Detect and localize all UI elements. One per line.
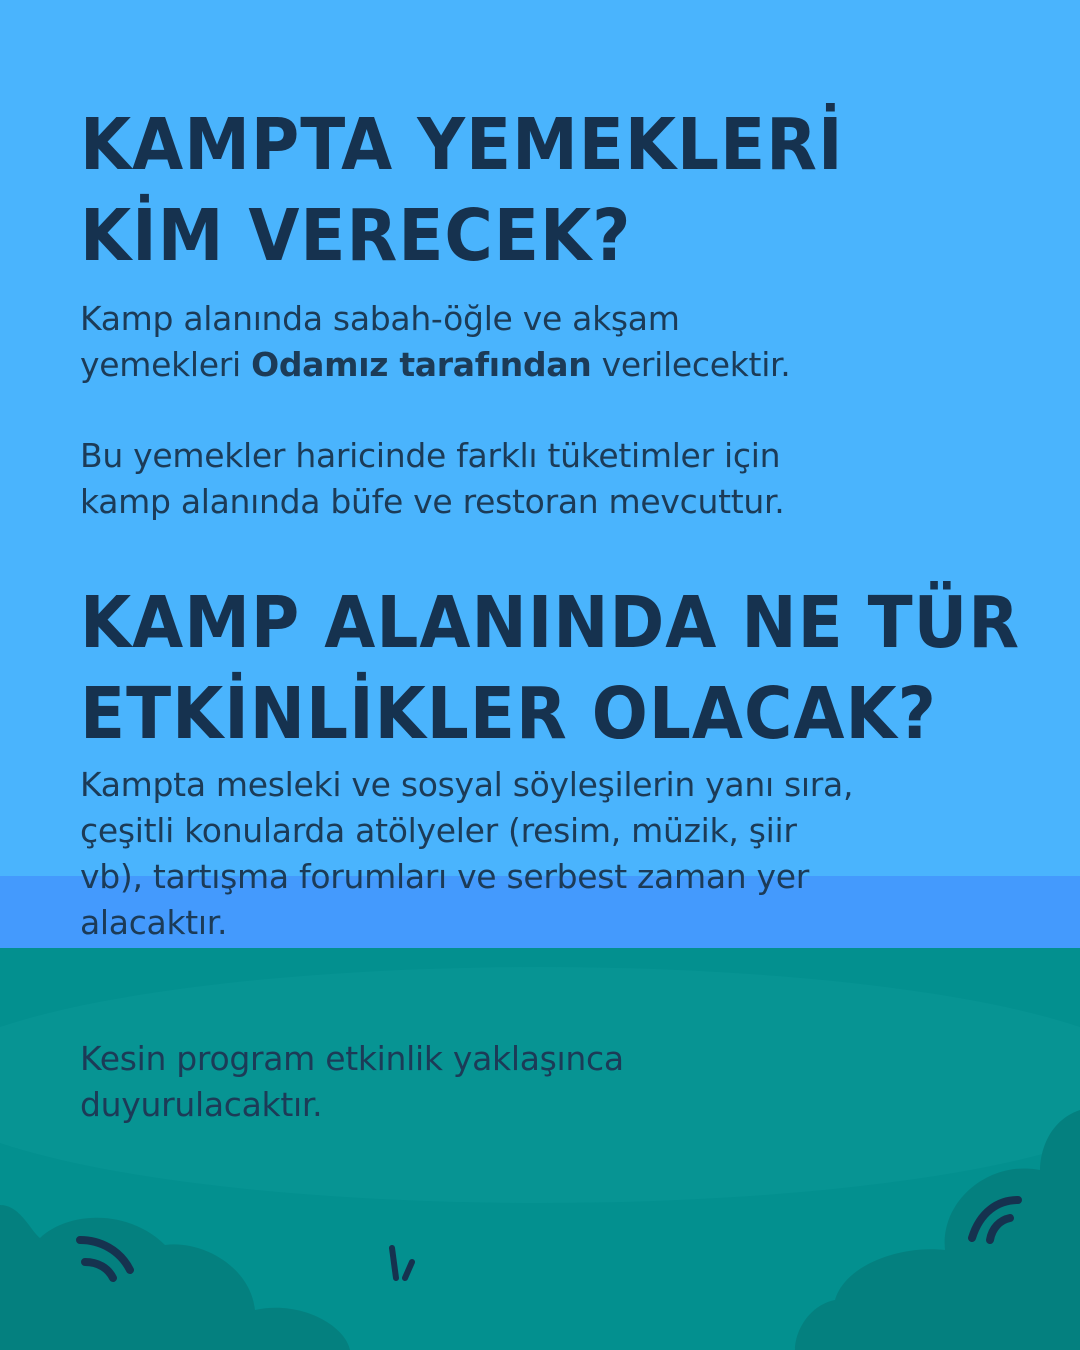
paragraph-line: kamp alanında büfe ve restoran mevcuttur. xyxy=(80,482,785,521)
bold-text-run: Odamız tarafından xyxy=(251,345,592,384)
heading-line: ETKİNLİKLER OLACAK? xyxy=(80,671,937,756)
paragraph-line: Kampta mesleki ve sosyal söyleşilerin yanı sıra, xyxy=(80,765,854,804)
heading-line: KAMP ALANINDA NE TÜR xyxy=(80,581,1021,665)
activities-paragraph xyxy=(80,762,853,946)
heading-line: KAMPTA YEMEKLERİ xyxy=(80,103,844,187)
paragraph-line: duyurulacaktır. xyxy=(80,1085,323,1124)
paragraph-line: Kesin program etkinlik yaklaşınca xyxy=(80,1039,624,1078)
paragraph-line: Kamp alanında sabah-öğle ve akşam xyxy=(80,299,680,338)
meals-paragraph xyxy=(80,296,791,388)
paragraph-line: vb), tartışma forumları ve serbest zaman yer xyxy=(80,857,810,896)
text-run: yemekleri xyxy=(80,345,252,384)
paragraph-line: Bu yemekler haricinde farklı tüketimler için xyxy=(80,436,781,475)
section-1-heading xyxy=(80,100,844,281)
paragraph-line xyxy=(80,342,791,388)
text-run: verilecektir. xyxy=(591,345,791,384)
paragraph-line: alacaktır. xyxy=(80,903,228,942)
buffet-paragraph xyxy=(80,433,784,525)
paragraph-line: çeşitli konularda atölyeler (resim, müzik, şiir xyxy=(80,811,797,850)
program-paragraph xyxy=(80,1036,624,1128)
heading-line: KİM VERECEK? xyxy=(80,193,632,278)
section-2-heading xyxy=(80,578,1020,759)
